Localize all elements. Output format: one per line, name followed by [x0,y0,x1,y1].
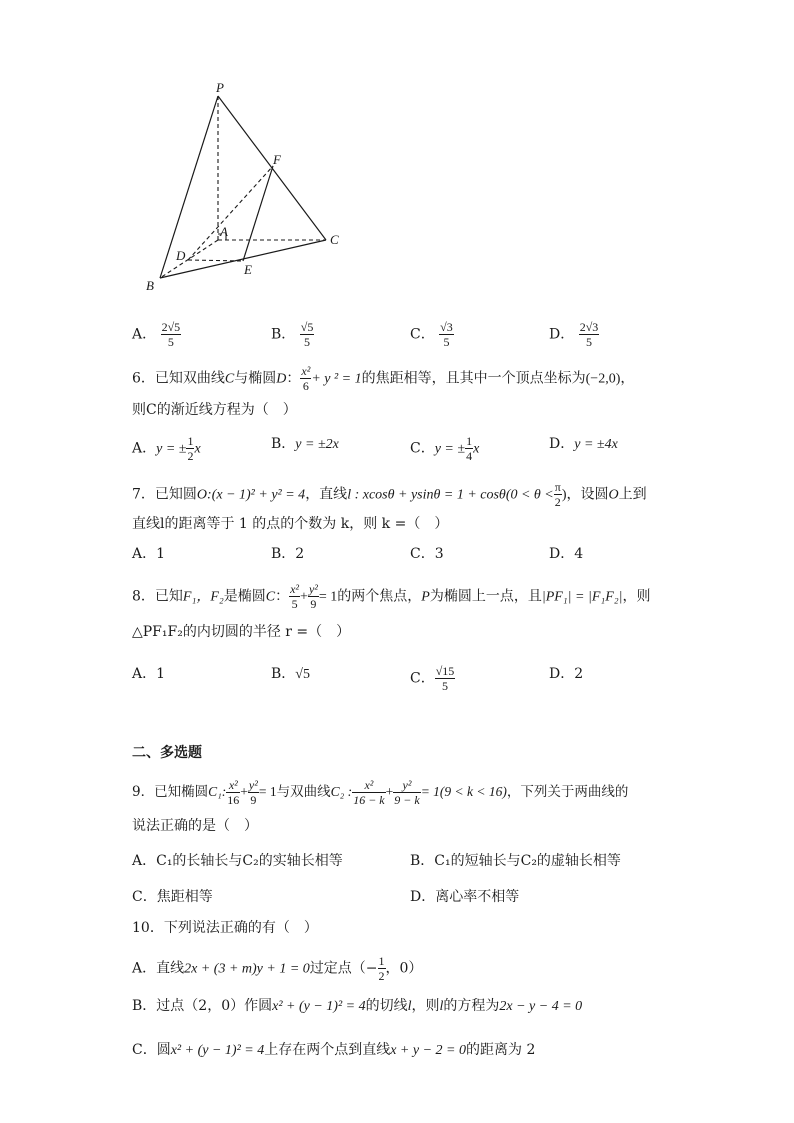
q8-option-c[interactable]: C． $\frac{√15}{5}$ [410,664,455,693]
q8-option-a[interactable]: A．1 [132,666,166,682]
q10-option-b[interactable]: B．过点（2，0）作圆x² + (y − 1)² = 4的切线l，则l的方程为2x − y − 4 = 0 [132,998,583,1014]
label-F: F [273,152,281,167]
q6-option-a[interactable]: A．y = ± $\frac{1}{2}$ x [132,434,201,463]
q7-stem-line2: 直线l的距离等于 1 的点的个数为 k，则 k =（ ） [132,516,449,532]
q8-stem-line1: 8．已知F₁，F₂是椭圆C： $\frac{\text{x²}}{5}$ + $\frac{\text{y²}}{9}$ = 1的两个焦点，P为椭圆上一点，且|PF₁| = |F₁F₂|，则 [132,582,651,611]
q7-option-a[interactable]: A．1 [132,546,166,562]
q5-option-d[interactable]: D． $\frac{2√3}{5}$ [549,320,599,349]
section-heading-multiple-choice: 二、多选题 [132,745,202,761]
q8-option-d[interactable]: D．2 [549,666,584,682]
q10-option-a[interactable]: A．直线2x + (3 + m)y + 1 = 0过定点（− $\frac{1}{2}$ ，0） [132,954,423,983]
label-C: C [330,232,339,247]
pyramid-figure [140,78,350,298]
q5-option-a[interactable]: A． $\frac{2√5}{5}$ [132,320,181,349]
q9-stem-line1: 9．已知椭圆C₁: $\frac{\text{x²}}{16}$ + $\frac{\text{y²}}{9}$ = 1与双曲线C₂ : $\frac{\text{x²}}{16 - k}$ + $\frac{\text{y²}}{9 - k}$ = 1(9 < k < 16)，下列关于两曲线的 [132,778,629,807]
q6-stem-line1: 6．已知双曲线C与椭圆D： $\frac{\text{x²}}{6}$ + y ² = 1的焦距相等，且其中一个顶点坐标为(−2,0)， [132,364,635,393]
q7-option-d[interactable]: D．4 [549,546,584,562]
q8-stem-line2: △PF₁F₂的内切圆的半径 r =（ ） [132,624,351,640]
label-P: P [216,80,224,95]
label-E: E [244,262,252,277]
label-A: A [220,224,228,239]
label-B: B [146,278,154,293]
q7-option-c[interactable]: C．3 [410,546,444,562]
q5-option-c[interactable]: C． $\frac{√3}{5}$ [410,320,453,349]
q9-stem-line2: 说法正确的是（ ） [132,818,258,834]
label-D: D [176,248,186,263]
q7-stem-line1: 7．已知圆O:(x − 1)² + y² = 4，直线l : xcosθ + ysinθ = 1 + cosθ(0 < θ < $\frac{\pi}{2}$ )，设圆O上到 [132,480,647,509]
q6-stem-line2: 则C的渐近线方程为（ ） [132,402,297,418]
q9-option-a[interactable]: A．C₁的长轴长与C₂的实轴长相等 [132,853,343,869]
q7-option-b[interactable]: B．2 [271,546,305,562]
q10-option-c[interactable]: C．圆x² + (y − 1)² = 4上存在两个点到直线x + y − 2 = 0的距离为 2 [132,1042,536,1058]
q6-option-d[interactable]: D．y = ±4x [549,436,618,452]
q5-option-b[interactable]: B． $\frac{√5}{5}$ [271,320,314,349]
q6-option-c[interactable]: C．y = ± $\frac{1}{4}$ x [410,434,480,463]
q8-option-b[interactable]: B．√5 [271,666,310,682]
q9-option-d[interactable]: D．离心率不相等 [410,889,520,905]
q6-option-b[interactable]: B．y = ±2x [271,436,339,452]
q9-option-c[interactable]: C．焦距相等 [132,889,213,905]
q9-option-b[interactable]: B．C₁的短轴长与C₂的虚轴长相等 [410,853,621,869]
q10-stem: 10．下列说法正确的有（ ） [132,920,318,936]
